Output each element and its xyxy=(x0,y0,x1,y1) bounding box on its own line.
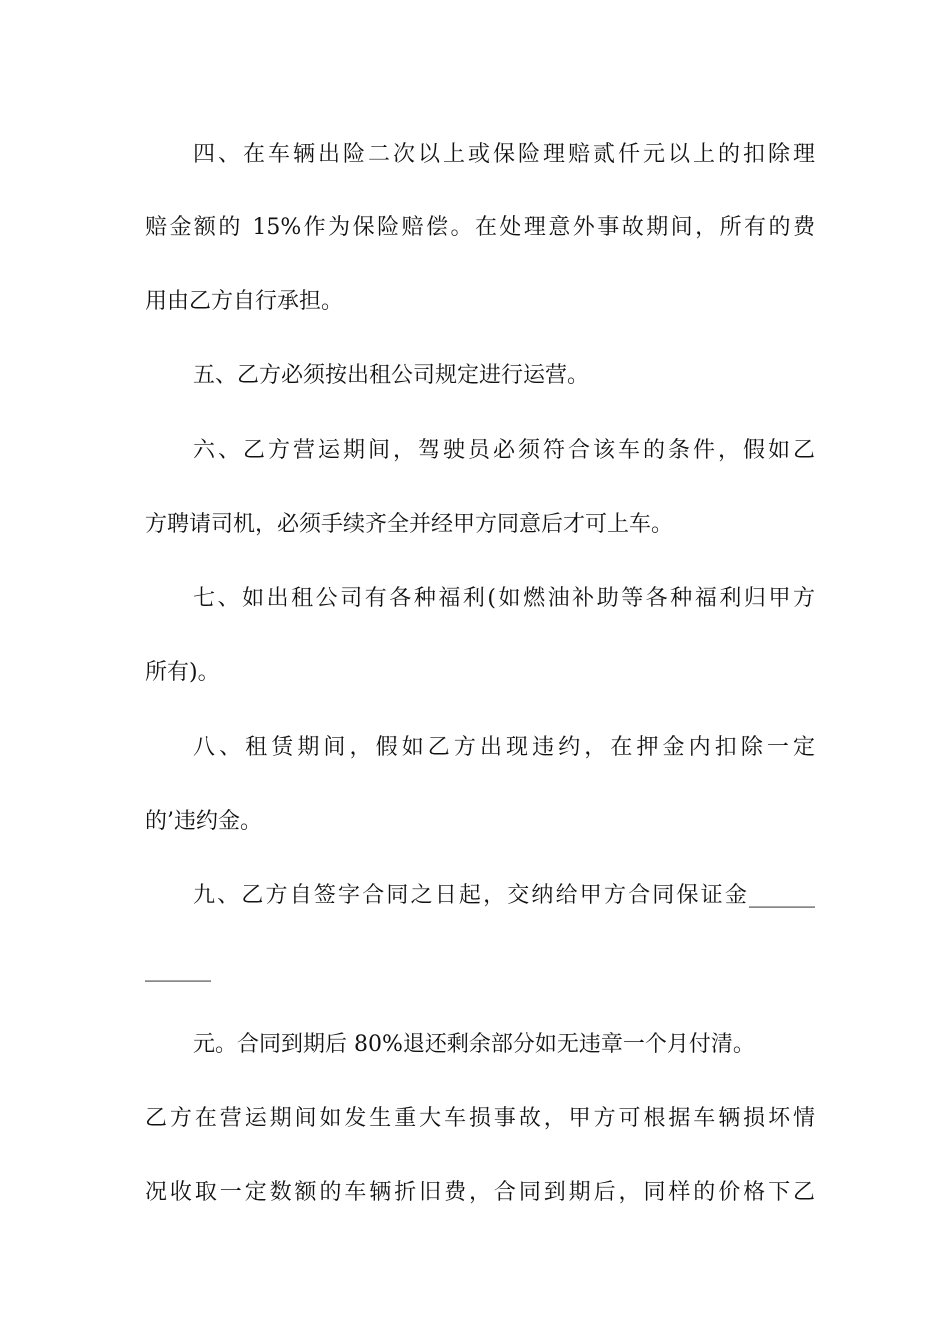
clause-9-blank-line: ______ xyxy=(145,957,211,982)
clause-9-line-1: 九、乙方自签字合同之日起，交纳给甲方合同保证金______ xyxy=(193,883,815,908)
clause-9-line-3: 乙方在营运期间如发生重大车损事故，甲方可根据车辆损坏情 xyxy=(145,1106,815,1131)
clause-4-line-1: 四、在车辆出险二次以上或保险理赔贰仟元以上的扣除理 xyxy=(193,142,815,167)
clause-6-line-2: 方聘请司机，必须手续齐全并经甲方同意后才可上车。 xyxy=(145,512,674,537)
clause-6-line-1: 六、乙方营运期间，驾驶员必须符合该车的条件，假如乙 xyxy=(193,438,815,463)
clause-8-line-2: 的’违约金。 xyxy=(145,809,262,834)
clause-7-line-2: 所有)。 xyxy=(145,660,220,685)
clause-9-line-4: 况收取一定数额的车辆折旧费，合同到期后，同样的价格下乙 xyxy=(145,1180,815,1205)
clause-4-line-3: 用由乙方自行承担。 xyxy=(145,289,344,314)
clause-9-line-2: 元。合同到期后 80%退还剩余部分如无违章一个月付清。 xyxy=(193,1032,755,1057)
clause-7-line-1: 七、如出租公司有各种福利(如燃油补助等各种福利归甲方 xyxy=(193,586,815,611)
clause-5-line-1: 五、乙方必须按出租公司规定进行运营。 xyxy=(193,363,590,388)
clause-4-line-2: 赔金额的 15%作为保险赔偿。在处理意外事故期间，所有的费 xyxy=(145,215,815,240)
clause-8-line-1: 八、租赁期间，假如乙方出现违约，在押金内扣除一定 xyxy=(193,735,815,760)
